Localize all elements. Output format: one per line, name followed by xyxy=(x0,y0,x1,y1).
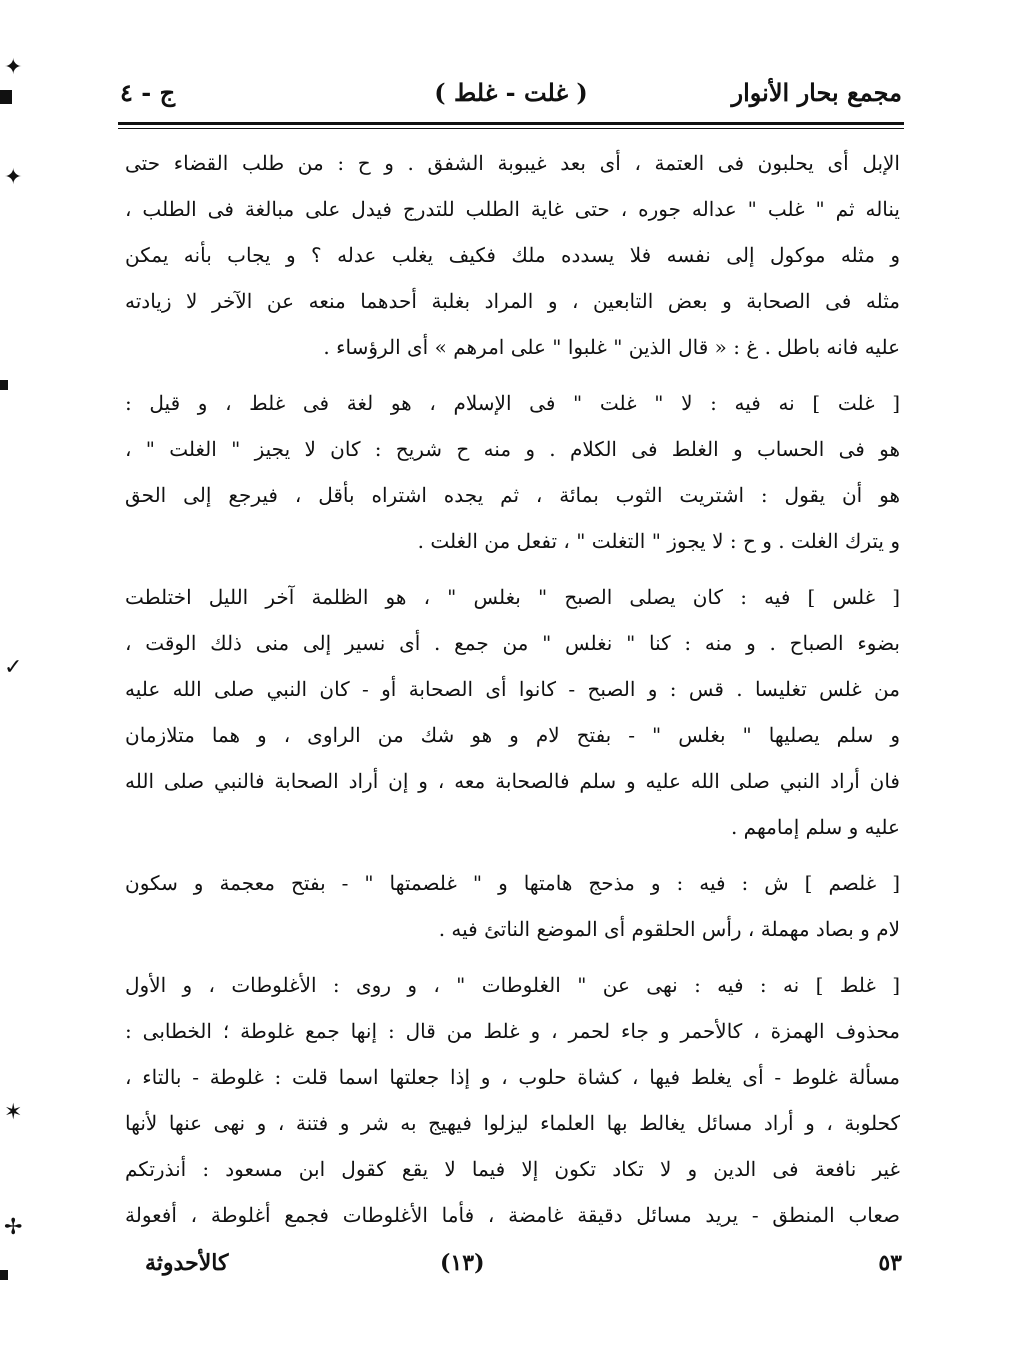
text-line: فان أراد النبي صلى الله عليه و سلم فالصحابة معه ، و إن أراد الصحابة فالنبي صلى الله xyxy=(125,769,900,793)
text-line: لام و بصاد مهملة ، رأس الحلقوم أى الموضع الناتئ فيه . xyxy=(438,917,900,941)
text-line: و يترك الغلت . و ح : لا يجوز " التغلت " ، تفعل من الغلت . xyxy=(417,529,900,553)
margin-check-icon: ✓ xyxy=(4,655,23,680)
signature-mark: (١٣) xyxy=(440,1250,485,1276)
text-line: من غلس تغليسا . قس : و الصبح - كانوا أى الصحابة أو - كان النبي صلى الله عليه xyxy=(125,677,900,701)
entry-ghalt-line: [ غلت ] نه فيه : لا " غلت " فى الإسلام ، هو لغة فى غلط ، و قيل : xyxy=(125,391,900,415)
text-line: هو أن يقول : اشتريت الثوب بمائة ، ثم يجده اشتراه بأقل ، فيرجع إلى الحق xyxy=(125,483,900,507)
entry-ghalas-line: [ غلس ] فيه : كان يصلى الصبح " بغلس " ، هو الظلمة آخر الليل اختلطت xyxy=(125,585,900,609)
volume-number: ج - ٤ xyxy=(120,78,176,107)
text-line: مثله فى الصحابة و بعض التابعين ، و المراد بغلبة أحدهما منعه عن الآخر لا زيادته xyxy=(125,289,900,313)
text-line: و مثله موكول إلى نفسه فلا يسدده ملك فكيف يغلب عدله ؟ و يجاب بأنه يمكن xyxy=(125,243,900,267)
margin-star-icon: ✦ xyxy=(4,165,23,190)
text-line: و سلم يصليها " بغلس " - بفتح لام و هو شك من الراوى ، و هما متلازمان xyxy=(125,723,900,747)
text-line: كحلوبة ، و أراد مسائل يغالط بها العلماء ليزلوا فيهيج به شر و فتنة ، و نهى عنها لأنها xyxy=(125,1111,900,1135)
margin-blot xyxy=(0,1270,8,1280)
text-line: عليه و سلم إمامهم . xyxy=(730,815,900,839)
section-heading: ( غلت - غلط ) xyxy=(434,78,588,107)
book-title: مجمع بحار الأنوار xyxy=(731,78,902,107)
text-line: هو فى الحساب و الغلط فى الكلام . و منه ح شريح : كان لا يجيز " الغلت " ، xyxy=(125,437,900,461)
page-number: ٥٣ xyxy=(878,1250,902,1276)
entry-ghalsam-line: [ غلصم ] ش : فيه : و مذحج هامتها و " غلصمتها " - بفتح معجمة و سكون xyxy=(125,871,900,895)
page-footer xyxy=(120,1250,902,1290)
text-line: غير نافعة فى الدين و لا تكاد تكون إلا فيما لا يقع كقول ابن مسعود : أنذرتكم xyxy=(125,1157,900,1181)
text-line: محذوف الهمزة ، كالأحمر و جاء لحمر ، و غلط من قال : إنها جمع غلوطة ؛ الخطابى : xyxy=(125,1019,900,1043)
text-line: صعاب المنطق - يريد مسائل دقيقة غامضة ، فأما الأغلوطات فجمع أغلوطة ، أفعولة xyxy=(125,1203,900,1227)
text-line: مسألة غلوط - أى يغلط فيها ، كشاة حلوب ، و إذا جعلتها اسما قلت : غلوطة - بالتاء ، xyxy=(125,1065,900,1089)
main-text xyxy=(125,140,900,1238)
text-line: بضوء الصباح . و منه : كنا " نغلس " من جمع . أى نسير إلى منى ذلك الوقت ، xyxy=(125,631,900,655)
text-line: يناله ثم " غلب " عداله جوره ، حتى غاية الطلب للتدرج فيدل على مبالغة فى الطلب ، xyxy=(125,197,900,221)
running-header xyxy=(120,78,902,118)
entry-ghalat-line: [ غلط ] نه : فيه : نهى عن " الغلوطات " ، و روى : الأغلوطات ، و الأول xyxy=(125,973,900,997)
header-rule xyxy=(118,122,904,125)
margin-star-icon: ✶ xyxy=(4,1100,23,1125)
margin-blot xyxy=(0,90,12,104)
header-rule-thin xyxy=(118,128,904,129)
catchword: كالأحدوثة xyxy=(145,1250,229,1276)
margin-cross-icon: ✢ xyxy=(4,1215,23,1240)
margin-blot xyxy=(0,380,8,390)
margin-star-icon: ✦ xyxy=(4,55,23,80)
text-line: عليه فانه باطل . غ : « قال الذين " غلبوا " على امرهم » أى الرؤساء . xyxy=(323,335,900,359)
text-line: الإبل أى يحلبون فى العتمة ، أى بعد غيبوبة الشفق . و ح : من طلب القضاء حتى xyxy=(125,151,900,175)
